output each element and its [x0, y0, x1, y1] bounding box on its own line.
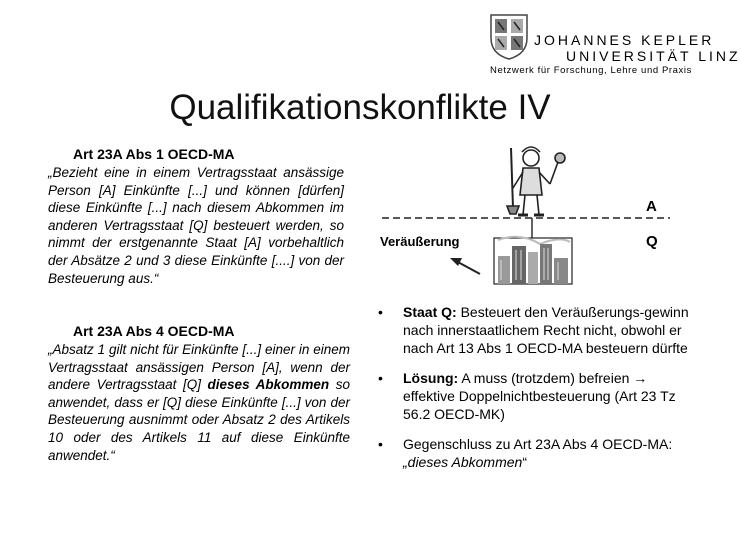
- section1-quote: „Bezieht eine in einem Vertragsstaat ansässige Person [A] Einkünfte [...] und können [dürfen] diese Einkünfte [...] nach diesem Abkommen im anderen Vertragsstaat [Q] besteuert werden, so nimmt der erstgenannte Staat [A] vorbehaltlich der Absätze 2 und 3 diese Einkünfte [....] von der Besteuerung aus.“: [48, 165, 344, 286]
- arrow-right-icon: →: [633, 370, 648, 386]
- university-logo: [488, 12, 741, 76]
- buildings-icon: [494, 237, 572, 284]
- logo-line-1: JOHANNES KEPLER: [534, 32, 715, 48]
- list-item: • Lösung: A muss (trotzdem) befreien → effektive Doppelnichtbesteuerung (Art 23 Tz 56.2 OECD-MK): [378, 370, 676, 422]
- logo-line-3: Netzwerk für Forschung, Lehre und Praxis: [490, 65, 692, 76]
- list-item: • Gegenschluss zu Art 23A Abs 4 OECD-MA: „dieses Abkommen“: [378, 436, 673, 470]
- section2-heading: Art 23A Abs 4 OECD-MA: [73, 323, 235, 339]
- state-q-label: Q: [646, 233, 658, 250]
- state-a-label: A: [646, 198, 657, 215]
- person-icon: [507, 147, 565, 215]
- section2-quote: „Absatz 1 gilt nicht für Einkünfte [...] einer in einem Vertragsstaat ansässigen Person [A], wenn der andere Vertragsstaat [Q] dieses Abkommen so anwendet, dass er [Q] diese Einkünfte [...] von der Besteuerung ausnimmt oder Absatz 2 des Artikels 10 oder des Artikels 11 auf diese Einkünfte anwendet.“: [48, 342, 351, 463]
- crest-icon: [488, 12, 530, 60]
- logo-line-2: UNIVERSITÄT LINZ: [566, 48, 741, 64]
- arrow-icon: [450, 258, 480, 274]
- bullet-list: [378, 303, 693, 483]
- transaction-label: Veräußerung: [380, 234, 460, 249]
- list-item: • Staat Q: Besteuert den Veräußerungs-gewinn nach innerstaatlichem Recht nicht, obwohl er nach Art 13 Abs 1 OECD-MA besteuern dürfte: [378, 304, 689, 356]
- section1-heading: Art 23A Abs 1 OECD-MA: [73, 146, 235, 162]
- transaction-diagram: [370, 140, 700, 290]
- section2-quote-bold: dieses Abkommen: [207, 377, 330, 393]
- slide-title: Qualifikationskonflikte IV: [169, 88, 551, 127]
